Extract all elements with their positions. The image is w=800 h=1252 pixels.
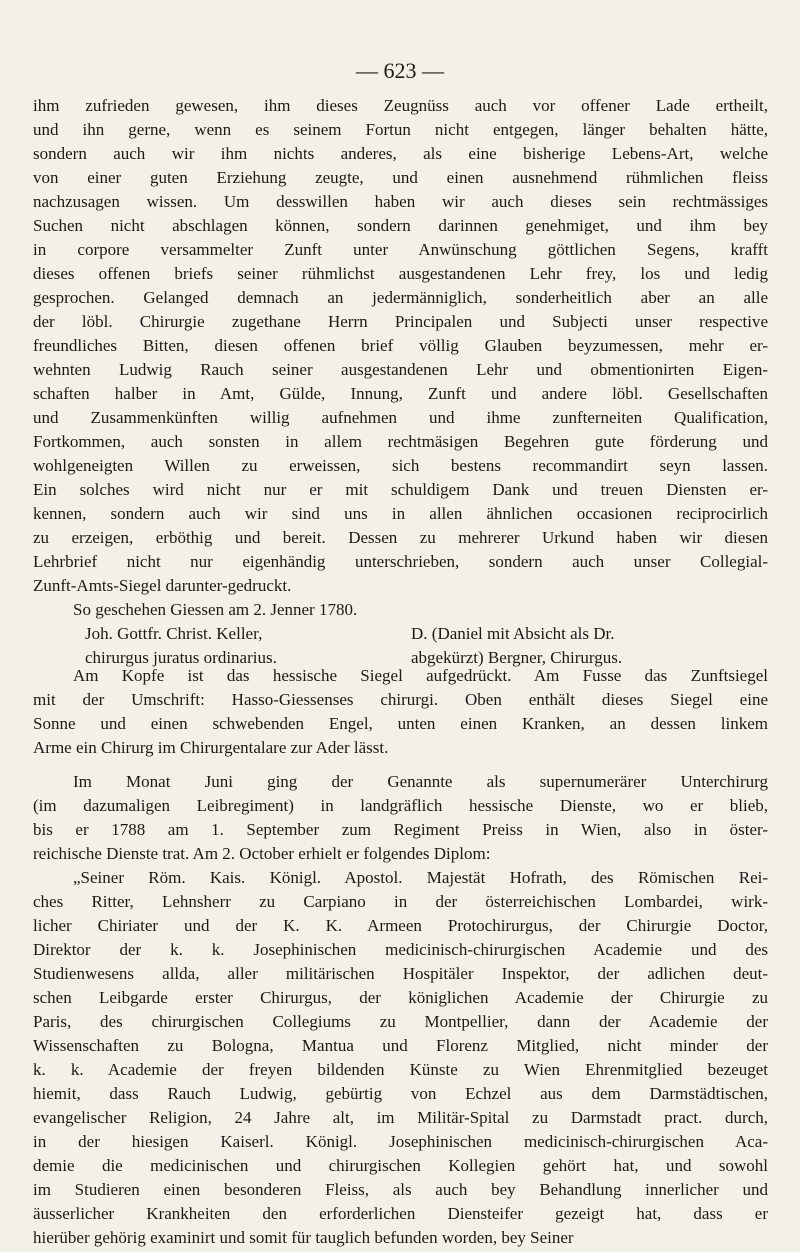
paragraph-seal-description (33, 664, 768, 760)
text-line: mit der Umschrift: Hasso-Giessenses chirurgi. Oben enthält dieses Siegel eine (33, 690, 768, 709)
text-line: zu erzeigen, erböthig und bereit. Dessen zu mehrerer Urkund haben wir diesen (33, 528, 768, 547)
paragraph-service-history (33, 770, 768, 866)
text-line: Suchen nicht abschlagen können, sondern darinnen genehmiget, und ihm bey (33, 216, 768, 235)
text-line: (im dazumaligen Leibregiment) in landgräflich hessische Dienste, wo er blieb, (33, 796, 768, 815)
text-line: ches Ritter, Lehnsherr zu Carpiano in der österreichischen Lombardei, wirk- (33, 892, 768, 911)
text-line: schen Leibgarde erster Chirurgus, der königlichen Academie der Chirurgie zu (33, 988, 768, 1007)
text-line: Direktor der k. k. Josephinischen medicinisch-chirurgischen Academie und des (33, 940, 768, 959)
text-line: ihm zufrieden gewesen, ihm dieses Zeugnüss auch vor offener Lade ertheilt, (33, 96, 768, 115)
text-line: schaften halber in Amt, Gülde, Innung, Zunft und andere löbl. Gesellschaften (33, 384, 768, 403)
closing-date-line: So geschehen Giessen am 2. Jenner 1780. (73, 600, 358, 619)
text-line: dieses offenen briefs seiner rühmlichst ausgestandenen Lehr frey, los und ledig (33, 264, 768, 283)
text-line: äusserlicher Krankheiten den erforderlichen Diensteifer gezeigt hat, dass er (33, 1204, 768, 1223)
signatory-bergner-line-1: D. (Daniel mit Absicht als Dr. (411, 624, 615, 643)
text-line: Am Kopfe ist das hessische Siegel aufgedrückt. Am Fusse das Zunftsiegel (73, 666, 768, 685)
signatory-keller-title: chirurgus juratus ordinarius. (85, 648, 277, 667)
text-line: evangelischer Religion, 24 Jahre alt, im Militär-Spital zu Darmstadt pract. durch, (33, 1108, 768, 1127)
page-number: — 623 — (356, 58, 444, 83)
text-line: hierüber gehörig examinirt und somit für tauglich befunden worden, bey Seiner (33, 1228, 574, 1247)
text-line: im Studieren einen besonderen Fleiss, als auch bey Behandlung innerlicher und (33, 1180, 768, 1199)
closing-block (33, 598, 768, 670)
text-line: in der hiesigen Kaiserl. Königl. Josephinischen medicinisch-chirurgischen Aca- (33, 1132, 768, 1151)
text-line: „Seiner Röm. Kais. Königl. Apostol. Majestät Hofrath, des Römischen Rei- (73, 868, 768, 887)
signatory-bergner-line-2: abgekürzt) Bergner, Chirurgus. (411, 648, 623, 667)
text-line: Zunft-Amts-Siegel darunter-gedruckt. (33, 576, 292, 595)
text-line: licher Chiriater und der K. K. Armeen Protochirurgus, der Chirurgie Doctor, (33, 916, 768, 935)
text-line: hiemit, dass Rauch Ludwig, gebürtig von Echzel aus dem Darmstädtischen, (33, 1084, 768, 1103)
text-line: Ein solches wird nicht nur er mit schuldigem Dank und treuen Diensten er- (33, 480, 768, 499)
text-line: Fortkommen, auch sonsten in allem rechtmäsigen Begehren gute förderung und (33, 432, 768, 451)
signature-line-1 (33, 622, 768, 646)
signatory-keller-name: Joh. Gottfr. Christ. Keller, (85, 624, 263, 643)
text-line: Studienwesens allda, aller militärischen Hospitäler Inspektor, der adlichen deut- (33, 964, 768, 983)
text-line: Sonne und einen schwebenden Engel, unten einen Kranken, an dessen linkem (33, 714, 768, 733)
text-line: Arme ein Chirurg im Chirurgentalare zur Ader lässt. (33, 738, 389, 757)
text-line: k. k. Academie der freyen bildenden Künste zu Wien Ehrenmitglied bezeuget (33, 1060, 768, 1079)
text-line: wohlgeneigten Willen zu erweissen, sich bestens recommandirt seyn lassen. (33, 456, 768, 475)
paragraph-diploma-text (33, 866, 768, 1250)
text-line: wehnten Ludwig Rauch seiner ausgestandenen Lehr und obmentionirten Eigen- (33, 360, 768, 379)
text-line: nachzusagen wissen. Um desswillen haben wir auch dieses sein rechtmässiges (33, 192, 768, 211)
text-line: freundliches Bitten, diesen offenen brief völlig Glauben beyzumessen, mehr er- (33, 336, 768, 355)
text-line: demie die medicinischen und chirurgischen Kollegien gehört hat, und sowohl (33, 1156, 768, 1175)
text-line: Wissenschaften zu Bologna, Mantua und Florenz Mitglied, nicht minder der (33, 1036, 768, 1055)
paragraph-certificate-text (33, 94, 768, 598)
text-line: reichische Dienste trat. Am 2. October erhielt er folgendes Diplom: (33, 844, 491, 863)
text-line: und Zusammenkünften willig aufnehmen und ihme zunfterneiten Qualification, (33, 408, 768, 427)
text-line: der löbl. Chirurgie zugethane Herrn Principalen und Subjecti unser respective (33, 312, 768, 331)
text-line: von einer guten Erziehung zeugte, und einen ausnehmend rühmlichen fleiss (33, 168, 768, 187)
text-line: Im Monat Juni ging der Genannte als supernumerärer Unterchirurg (73, 772, 768, 791)
text-line: kennen, sondern auch wir sind uns in allen ähnlichen occasionen reciprocirlich (33, 504, 768, 523)
text-line: Paris, des chirurgischen Collegiums zu Montpellier, dann der Academie der (33, 1012, 768, 1031)
text-line: in corpore versammelter Zunft unter Anwünschung göttlichen Segens, krafft (33, 240, 768, 259)
text-line: bis er 1788 am 1. September zum Regiment Preiss in Wien, also in öster- (33, 820, 768, 839)
text-line: gesprochen. Gelanged demnach an jedermänniglich, sonderheitlich aber an alle (33, 288, 768, 307)
text-line: und ihn gerne, wenn es seinem Fortun nicht entgegen, länger behalten hätte, (33, 120, 768, 139)
text-line: Lehrbrief nicht nur eigenhändig unterschrieben, sondern auch unser Collegial- (33, 552, 768, 571)
text-line: sondern auch wir ihm nichts anderes, als eine bisherige Lebens-Art, welche (33, 144, 768, 163)
